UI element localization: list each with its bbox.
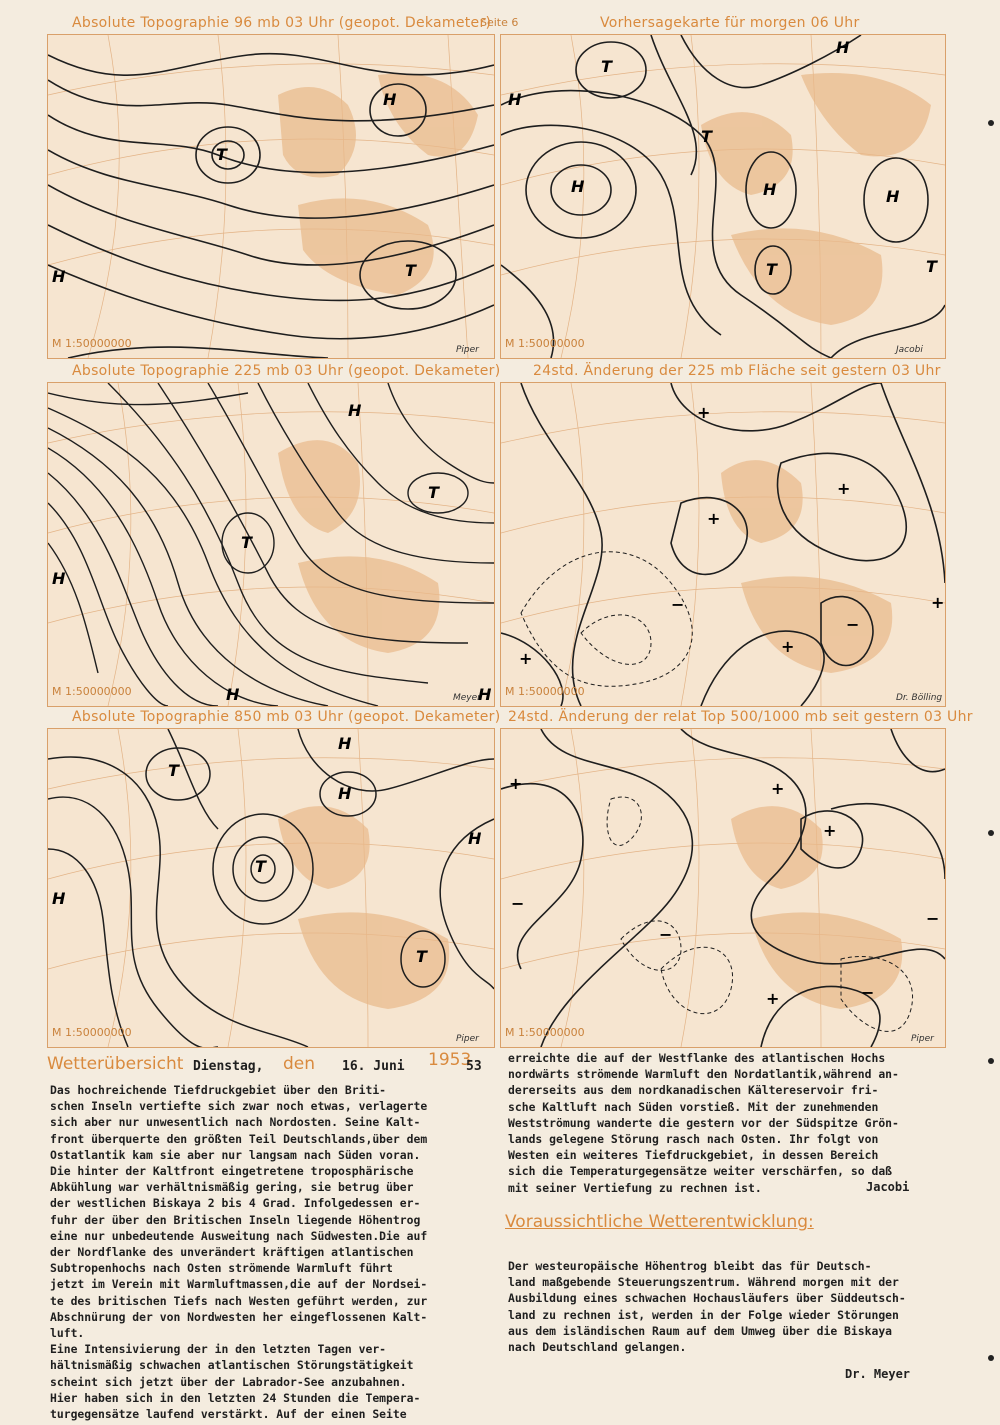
overview-year-printed: 1953 (428, 1050, 472, 1070)
contour-map-relat-top-change (501, 729, 945, 1047)
low-pressure-symbol: T (168, 761, 179, 780)
high-pressure-symbol: H (478, 685, 492, 704)
low-pressure-symbol: T (405, 261, 416, 280)
low-pressure-symbol: T (241, 533, 252, 552)
low-pressure-symbol: T (428, 483, 439, 502)
high-pressure-symbol: H (338, 784, 352, 803)
text-line: nach Deutschland gelangen. (508, 1340, 687, 1355)
high-pressure-symbol: H (338, 734, 352, 753)
map-signature: Piper (911, 1034, 934, 1044)
text-line: erreichte die auf der Westflanke des atlantischen Hochs (508, 1051, 886, 1065)
binder-hole (988, 120, 994, 126)
overview-date: 16. Juni (342, 1059, 405, 1074)
high-pressure-symbol: H (763, 180, 777, 199)
text-line: Der westeuropäische Höhentrog bleibt das für Deutsch- (508, 1259, 872, 1273)
map-title-forecast: Vorhersagekarte für morgen 06 Uhr (600, 15, 860, 31)
high-pressure-symbol: H (52, 267, 66, 286)
text-line: Ostatlantik kam sie aber nur langsam nach Süden voran. (50, 1147, 421, 1162)
map-relat-top-change (500, 728, 946, 1048)
text-line: Hier haben sich in den letzten 24 Stunden die Tempera- (50, 1390, 421, 1405)
contour-map-850mb (48, 729, 494, 1047)
map-scale: M 1:50000000 (52, 337, 132, 350)
map-scale: M 1:50000000 (52, 1026, 132, 1039)
low-pressure-symbol: T (926, 257, 937, 276)
rise-symbol: + (519, 649, 533, 668)
fall-symbol: − (511, 894, 525, 913)
rise-symbol: + (823, 821, 837, 840)
map-scale: M 1:50000000 (505, 337, 585, 350)
map-title-850mb: Absolute Topographie 850 mb 03 Uhr (geopot. Dekameter) (72, 709, 501, 725)
text-line: aus dem isländischen Raum auf dem Umweg über die Biskaya (508, 1323, 893, 1338)
high-pressure-symbol: H (226, 685, 240, 704)
high-pressure-symbol: H (571, 177, 585, 196)
text-line: jetzt im Verein mit Warmluftmassen,die auf der Nordsei- (50, 1277, 428, 1292)
page-number: Seite 6 (480, 16, 519, 29)
text-line: Abschnürung der von Nordwesten her eingeflossenen Kalt- (50, 1309, 428, 1324)
contour-map-225mb-change (501, 383, 945, 706)
text-line: eine nur unbedeutende Ausweitung nach Südwesten.Die auf (50, 1228, 428, 1243)
map-225mb-change (500, 382, 946, 707)
text-line: scheint sich jetzt über der Labrador-See anzubahnen. (50, 1374, 407, 1389)
map-scale: M 1:50000000 (505, 1026, 585, 1039)
fall-symbol: − (861, 983, 875, 1002)
map-scale: M 1:50000000 (505, 685, 585, 698)
map-forecast (500, 34, 946, 359)
high-pressure-symbol: H (468, 829, 482, 848)
high-pressure-symbol: H (52, 569, 66, 588)
low-pressure-symbol: T (601, 57, 612, 76)
overview-left-column (50, 1082, 427, 1422)
text-line: Subtropenhochs nach Osten strömende Warmluft führt (50, 1261, 393, 1276)
text-line: sich aber nur unwesentlich nach Nordosten. Seine Kalt- (50, 1115, 421, 1130)
high-pressure-symbol: H (836, 38, 850, 57)
text-line: Abkühlung war verhältnismäßig gering, sie betrug über (50, 1180, 414, 1195)
map-signature: Piper (456, 1034, 479, 1044)
text-line: der Nordflanke des unverändert kräftigen atlantischen (50, 1245, 414, 1260)
text-line: Eine Intensivierung der in den letzten Tagen ver- (50, 1342, 387, 1357)
text-line: fuhr der über den Britischen Inseln liegende Höhentrog (50, 1212, 421, 1227)
text-line: schen Inseln vertiefte sich zwar noch etwas, verlagerte (50, 1099, 428, 1114)
weather-overview-heading: Wetterübersicht (47, 1054, 184, 1074)
text-line: land zu rechnen ist, werden in der Folge wieder Störungen (508, 1307, 899, 1322)
fall-symbol: − (926, 909, 940, 928)
text-line: sich die Temperaturgegensätze weiter verschärfen, so daß (508, 1164, 893, 1179)
rise-symbol: + (707, 509, 721, 528)
contour-map-forecast (501, 35, 945, 358)
low-pressure-symbol: T (216, 145, 227, 164)
low-pressure-symbol: T (766, 260, 777, 279)
text-line: nordwärts strömende Warmluft den Nordatlantik,während an- (508, 1067, 899, 1082)
rise-symbol: + (837, 479, 851, 498)
high-pressure-symbol: H (508, 90, 522, 109)
map-scale: M 1:50000000 (52, 685, 132, 698)
overview-right-column (508, 1050, 899, 1196)
fall-symbol: − (671, 595, 685, 614)
low-pressure-symbol: T (255, 857, 266, 876)
map-title-225mb-change: 24std. Änderung der 225 mb Fläche seit gestern 03 Uhr (533, 363, 941, 379)
high-pressure-symbol: H (383, 90, 397, 109)
text-line: Westen ein weiteres Tiefdruckgebiet, in dessen Bereich (508, 1148, 879, 1163)
rise-symbol: + (509, 774, 523, 793)
text-line: lands gelegene Störung rasch nach Osten. Ihr folgt von (508, 1132, 879, 1147)
low-pressure-symbol: T (701, 127, 712, 146)
text-line: mit seiner Vertiefung zu rechnen ist. (508, 1180, 762, 1195)
forecast-text (508, 1258, 906, 1355)
map-signature: Dr. Bölling (896, 693, 943, 703)
map-96mb (47, 34, 495, 359)
binder-hole (988, 1058, 994, 1064)
forecast-heading: Voraussichtliche Wetterentwicklung: (505, 1212, 814, 1232)
map-title-225mb: Absolute Topographie 225 mb 03 Uhr (geopot. Dekameter) (72, 363, 501, 379)
text-line: turgegensätze laufend verstärkt. Auf der einen Seite (50, 1407, 407, 1422)
rise-symbol: + (697, 403, 711, 422)
forecast-author: Dr. Meyer (845, 1367, 911, 1381)
high-pressure-symbol: H (886, 187, 900, 206)
text-line: dererseits aus dem nordkanadischen Kältereservoir fri- (508, 1083, 879, 1098)
map-title-96mb: Absolute Topographie 96 mb 03 Uhr (geopot. Dekameter) (72, 15, 492, 31)
fall-symbol: − (846, 615, 860, 634)
binder-hole (988, 830, 994, 836)
map-225mb (47, 382, 495, 707)
high-pressure-symbol: H (348, 401, 362, 420)
text-line: te des britischen Tiefs nach Westen geführt werden, zur (50, 1293, 428, 1308)
rise-symbol: + (931, 593, 945, 612)
map-signature: Meyer (453, 693, 481, 703)
text-line: Das hochreichende Tiefdruckgebiet über den Briti- (50, 1083, 387, 1097)
overview-year-stamp: 53 (466, 1059, 482, 1074)
contour-map-96mb (48, 35, 494, 358)
rise-symbol: + (781, 637, 795, 656)
text-line: hältnismäßig schwachen atlantischen Störungstätigkeit (50, 1358, 414, 1373)
text-line: sche Kaltluft nach Süden vorstieß. Mit der zunehmenden (508, 1099, 879, 1114)
text-line: front überquerte den größten Teil Deutschlands,über dem (50, 1131, 428, 1146)
binder-hole (988, 1355, 994, 1361)
text-line: Westströmung wanderte die gestern vor der Südspitze Grön- (508, 1115, 899, 1130)
rise-symbol: + (771, 779, 785, 798)
overview-author: Jacobi (866, 1180, 910, 1194)
overview-day: Dienstag, (193, 1059, 264, 1074)
map-850mb (47, 728, 495, 1048)
text-line: Die hinter der Kaltfront eingetretene troposphärische (50, 1164, 414, 1179)
text-line: land maßgebende Steuerungszentrum. Während morgen mit der (508, 1275, 899, 1290)
map-signature: Piper (456, 345, 479, 355)
fall-symbol: − (659, 925, 673, 944)
overview-den: den (283, 1054, 316, 1074)
rise-symbol: + (766, 989, 780, 1008)
map-signature: Jacobi (896, 345, 923, 355)
text-line: luft. (50, 1326, 85, 1341)
text-line: Ausbildung eines schwachen Hochausläufers über Süddeutsch- (508, 1291, 906, 1306)
map-title-relat-top-change: 24std. Änderung der relat Top 500/1000 mb seit gestern 03 Uhr (508, 709, 973, 725)
contour-map-225mb (48, 383, 494, 706)
low-pressure-symbol: T (416, 947, 427, 966)
high-pressure-symbol: H (52, 889, 66, 908)
text-line: der westlichen Biskaya 2 bis 4 Grad. Infolgedessen er- (50, 1196, 421, 1211)
